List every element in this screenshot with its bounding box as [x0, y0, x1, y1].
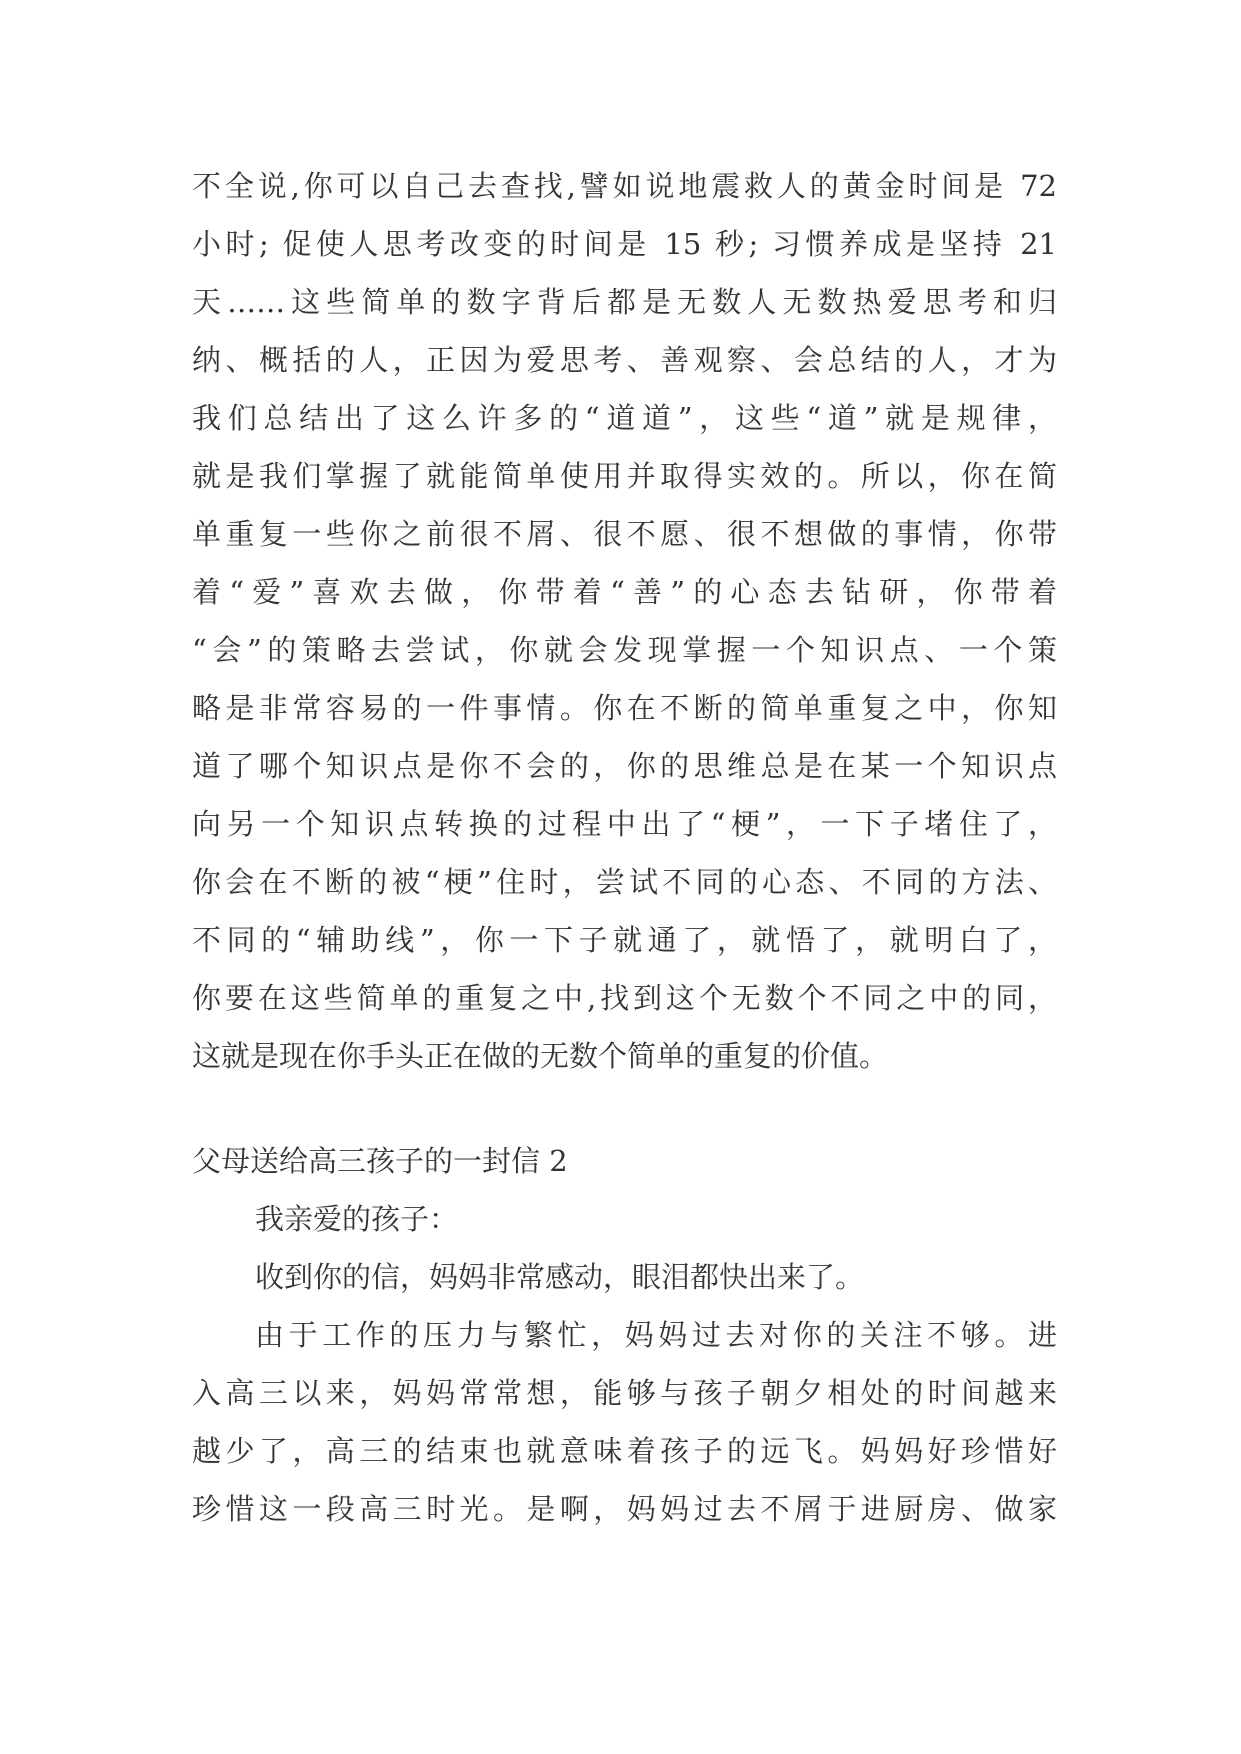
body-line: 天……这些简单的数字背后都是无数人无数热爱思考和归 [192, 285, 1057, 319]
letter-paragraph-line: 越少了，高三的结束也就意味着孩子的远飞。妈妈好珍惜好 [192, 1434, 1057, 1468]
body-line: 不同的“辅助线”，你一下子就通了，就悟了，就明白了， [192, 923, 1057, 957]
body-line: 你要在这些简单的重复之中,找到这个无数个不同之中的同， [192, 981, 1057, 1015]
body-line: 纳、概括的人，正因为爱思考、善观察、会总结的人，才为 [192, 343, 1057, 377]
body-line: 单重复一些你之前很不屑、很不愿、很不想做的事情，你带 [192, 517, 1057, 551]
section-title: 父母送给高三孩子的一封信 2 [192, 1144, 568, 1178]
letter-salutation: 我亲爱的孩子： [255, 1202, 459, 1236]
letter-paragraph-line: 由于工作的压力与繁忙，妈妈过去对你的关注不够。进 [255, 1318, 1057, 1352]
body-line: 你会在不断的被“梗”住时，尝试不同的心态、不同的方法、 [192, 865, 1057, 899]
letter-paragraph-line: 珍惜这一段高三时光。是啊，妈妈过去不屑于进厨房、做家 [192, 1492, 1057, 1526]
body-line: “会”的策略去尝试，你就会发现掌握一个知识点、一个策 [192, 633, 1057, 667]
body-line: 就是我们掌握了就能简单使用并取得实效的。所以，你在简 [192, 459, 1057, 493]
body-line: 道了哪个知识点是你不会的，你的思维总是在某一个知识点 [192, 749, 1057, 783]
letter-paragraph: 收到你的信，妈妈非常感动，眼泪都快出来了。 [255, 1260, 865, 1294]
body-line: 略是非常容易的一件事情。你在不断的简单重复之中，你知 [192, 691, 1057, 725]
body-line: 着“爱”喜欢去做，你带着“善”的心态去钻研，你带着 [192, 575, 1057, 609]
body-line: 小时; 促使人思考改变的时间是 15 秒; 习惯养成是坚持 21 [192, 227, 1057, 261]
body-line: 我们总结出了这么许多的“道道”，这些“道”就是规律， [192, 401, 1057, 435]
body-line: 不全说,你可以自己去查找,譬如说地震救人的黄金时间是 72 [192, 169, 1057, 203]
letter-paragraph-line: 入高三以来，妈妈常常想，能够与孩子朝夕相处的时间越来 [192, 1376, 1057, 1410]
body-line: 向另一个知识点转换的过程中出了“梗”，一下子堵住了， [192, 807, 1057, 841]
body-line: 这就是现在你手头正在做的无数个简单的重复的价值。 [192, 1039, 889, 1073]
